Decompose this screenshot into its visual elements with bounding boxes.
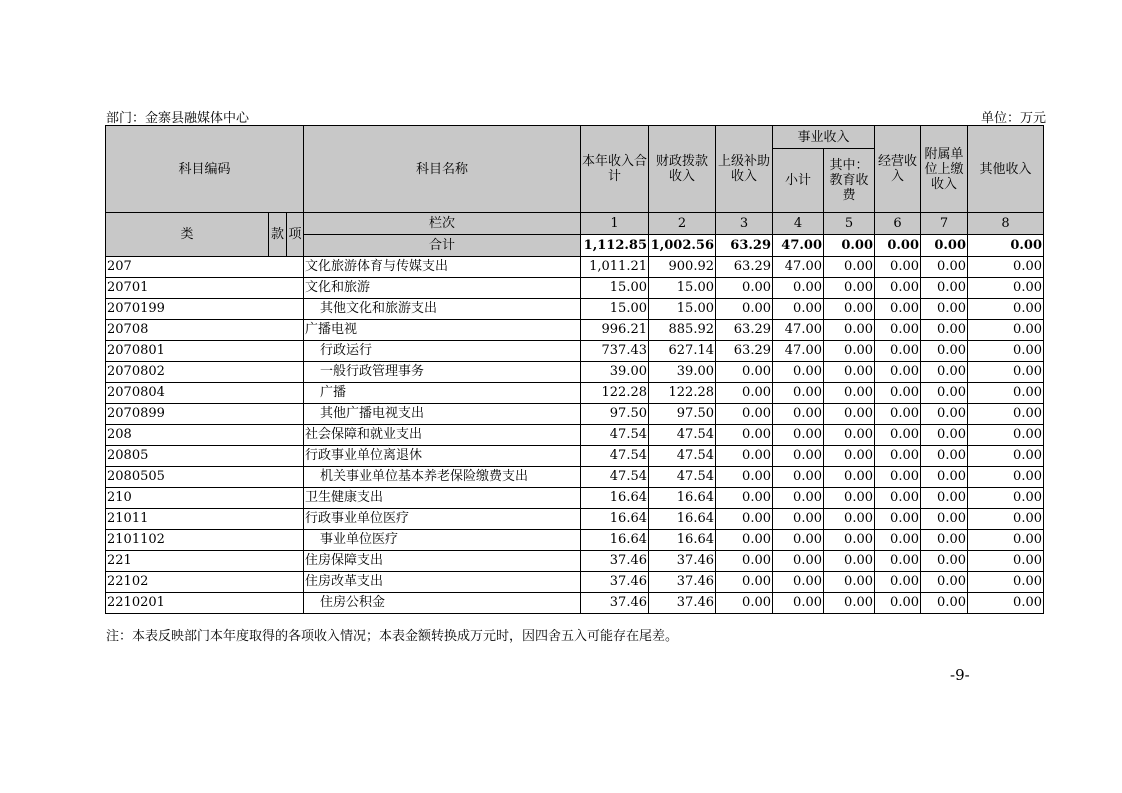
- row-value: 0.00: [824, 383, 875, 404]
- row-name: 住房保障支出: [304, 551, 581, 572]
- row-code: 207: [106, 257, 304, 278]
- row-value: 0.00: [921, 446, 968, 467]
- table-row: [106, 362, 1044, 383]
- header-xiang: 项: [287, 213, 304, 257]
- row-value: 47.00: [773, 341, 824, 362]
- row-value: 37.46: [581, 551, 649, 572]
- unit-label: 单位：万元: [980, 111, 1046, 126]
- total-value: 1,002.56: [649, 235, 716, 257]
- row-value: 0.00: [875, 341, 921, 362]
- row-code: 2070199: [106, 299, 304, 320]
- row-value: 0.00: [824, 341, 875, 362]
- row-value: 47.54: [581, 425, 649, 446]
- header-subtotal: 小计: [773, 149, 824, 213]
- row-value: 0.00: [968, 404, 1044, 425]
- table-row: [106, 593, 1044, 614]
- row-value: 0.00: [875, 530, 921, 551]
- row-value: 0.00: [921, 299, 968, 320]
- header-operating: 经营收入: [875, 126, 921, 213]
- row-value: 0.00: [968, 341, 1044, 362]
- row-name: 一般行政管理事务: [304, 362, 581, 383]
- total-value: 1,112.85: [581, 235, 649, 257]
- row-value: 0.00: [773, 572, 824, 593]
- row-value: 0.00: [921, 404, 968, 425]
- header-other: 其他收入: [968, 126, 1044, 213]
- row-value: 0.00: [921, 362, 968, 383]
- row-code: 2101102: [106, 530, 304, 551]
- row-name: 广播: [304, 383, 581, 404]
- row-value: 0.00: [773, 467, 824, 488]
- row-value: 0.00: [875, 467, 921, 488]
- income-table: [105, 125, 1044, 614]
- row-value: 0.00: [773, 299, 824, 320]
- table-body: [106, 257, 1044, 614]
- row-value: 0.00: [716, 467, 773, 488]
- row-value: 0.00: [824, 320, 875, 341]
- row-value: 0.00: [875, 299, 921, 320]
- row-value: 0.00: [824, 257, 875, 278]
- row-name: 机关事业单位基本养老保险缴费支出: [304, 467, 581, 488]
- row-value: 37.46: [581, 572, 649, 593]
- row-value: 0.00: [773, 446, 824, 467]
- row-value: 0.00: [875, 425, 921, 446]
- row-value: 0.00: [875, 488, 921, 509]
- row-code: 2070802: [106, 362, 304, 383]
- row-code: 22102: [106, 572, 304, 593]
- header-upper: 上级补助收入: [716, 126, 773, 213]
- row-name: 行政运行: [304, 341, 581, 362]
- row-value: 0.00: [773, 425, 824, 446]
- row-value: 0.00: [921, 488, 968, 509]
- col-number-5: 5: [824, 213, 875, 235]
- row-value: 0.00: [921, 425, 968, 446]
- row-value: 0.00: [875, 446, 921, 467]
- row-value: 0.00: [921, 551, 968, 572]
- row-value: 0.00: [773, 488, 824, 509]
- row-value: 0.00: [875, 509, 921, 530]
- row-code: 2070804: [106, 383, 304, 404]
- row-code: 2070899: [106, 404, 304, 425]
- row-name: 广播电视: [304, 320, 581, 341]
- row-value: 16.64: [649, 509, 716, 530]
- row-value: 0.00: [716, 404, 773, 425]
- row-name: 住房改革支出: [304, 572, 581, 593]
- row-name: 文化旅游体育与传媒支出: [304, 257, 581, 278]
- row-value: 0.00: [824, 404, 875, 425]
- row-value: 15.00: [649, 299, 716, 320]
- row-value: 0.00: [968, 299, 1044, 320]
- row-value: 0.00: [968, 530, 1044, 551]
- header-lanci: 栏次: [304, 213, 581, 235]
- row-value: 885.92: [649, 320, 716, 341]
- row-value: 15.00: [581, 278, 649, 299]
- col-number-2: 2: [649, 213, 716, 235]
- header-edu: 其中：教育收费: [824, 149, 875, 213]
- row-value: 0.00: [773, 383, 824, 404]
- row-value: 0.00: [921, 467, 968, 488]
- row-value: 0.00: [921, 341, 968, 362]
- row-value: 16.64: [581, 530, 649, 551]
- row-value: 0.00: [968, 509, 1044, 530]
- table-row: [106, 488, 1044, 509]
- row-value: 0.00: [824, 572, 875, 593]
- row-code: 2210201: [106, 593, 304, 614]
- row-value: 0.00: [773, 509, 824, 530]
- row-value: 0.00: [875, 551, 921, 572]
- header-lei: 类: [106, 213, 269, 257]
- row-value: 900.92: [649, 257, 716, 278]
- row-value: 0.00: [824, 467, 875, 488]
- row-value: 0.00: [968, 572, 1044, 593]
- table-row: [106, 530, 1044, 551]
- row-value: 0.00: [875, 257, 921, 278]
- header-kuan: 款: [269, 213, 287, 257]
- row-name: 行政事业单位医疗: [304, 509, 581, 530]
- row-value: 0.00: [716, 446, 773, 467]
- row-code: 20701: [106, 278, 304, 299]
- row-value: 0.00: [921, 278, 968, 299]
- table-row: [106, 341, 1044, 362]
- row-value: 47.54: [649, 425, 716, 446]
- table-row: [106, 446, 1044, 467]
- row-value: 47.54: [649, 446, 716, 467]
- total-value: 0.00: [824, 235, 875, 257]
- table-row: [106, 509, 1044, 530]
- row-value: 47.00: [773, 257, 824, 278]
- row-value: 0.00: [716, 551, 773, 572]
- row-value: 0.00: [968, 383, 1044, 404]
- row-value: 0.00: [968, 467, 1044, 488]
- col-number-4: 4: [773, 213, 824, 235]
- table-row: [106, 551, 1044, 572]
- row-value: 0.00: [875, 572, 921, 593]
- total-value: 0.00: [968, 235, 1044, 257]
- row-code: 2080505: [106, 467, 304, 488]
- row-value: 0.00: [968, 362, 1044, 383]
- row-value: 16.64: [581, 488, 649, 509]
- row-value: 0.00: [824, 425, 875, 446]
- row-value: 16.64: [649, 530, 716, 551]
- row-value: 0.00: [773, 404, 824, 425]
- row-name: 其他广播电视支出: [304, 404, 581, 425]
- row-value: 0.00: [716, 362, 773, 383]
- col-number-6: 6: [875, 213, 921, 235]
- row-value: 37.46: [581, 593, 649, 614]
- table-row: [106, 320, 1044, 341]
- row-value: 0.00: [824, 509, 875, 530]
- table-row: [106, 278, 1044, 299]
- row-code: 221: [106, 551, 304, 572]
- department-label: 部门：金寨县融媒体中心: [106, 111, 250, 126]
- row-value: 0.00: [824, 488, 875, 509]
- row-value: 996.21: [581, 320, 649, 341]
- row-value: 0.00: [968, 446, 1044, 467]
- row-value: 63.29: [716, 341, 773, 362]
- row-value: 122.28: [649, 383, 716, 404]
- row-value: 122.28: [581, 383, 649, 404]
- row-value: 0.00: [824, 551, 875, 572]
- row-value: 0.00: [875, 404, 921, 425]
- row-value: 0.00: [875, 362, 921, 383]
- row-value: 16.64: [581, 509, 649, 530]
- row-code: 208: [106, 425, 304, 446]
- row-value: 0.00: [968, 257, 1044, 278]
- row-name: 住房公积金: [304, 593, 581, 614]
- table-row: [106, 404, 1044, 425]
- header-fiscal: 财政拨款收入: [649, 126, 716, 213]
- row-value: 0.00: [921, 383, 968, 404]
- row-value: 0.00: [716, 299, 773, 320]
- table-row: [106, 257, 1044, 278]
- row-value: 0.00: [921, 572, 968, 593]
- row-value: 47.00: [773, 320, 824, 341]
- row-value: 0.00: [921, 530, 968, 551]
- row-value: 0.00: [968, 278, 1044, 299]
- row-value: 16.64: [649, 488, 716, 509]
- row-value: 0.00: [716, 383, 773, 404]
- header-code: 科目编码: [106, 126, 304, 213]
- row-value: 0.00: [773, 362, 824, 383]
- row-value: 47.54: [581, 467, 649, 488]
- row-value: 0.00: [921, 509, 968, 530]
- table-row: [106, 572, 1044, 593]
- col-number-7: 7: [921, 213, 968, 235]
- row-value: 0.00: [773, 530, 824, 551]
- row-value: 47.54: [649, 467, 716, 488]
- row-value: 0.00: [824, 362, 875, 383]
- row-value: 0.00: [921, 257, 968, 278]
- row-code: 2070801: [106, 341, 304, 362]
- row-name: 其他文化和旅游支出: [304, 299, 581, 320]
- row-value: 627.14: [649, 341, 716, 362]
- total-label: 合计: [304, 235, 581, 257]
- total-value: 47.00: [773, 235, 824, 257]
- row-value: 0.00: [773, 593, 824, 614]
- row-value: 63.29: [716, 320, 773, 341]
- header-affiliated: 附属单位上缴收入: [921, 126, 968, 213]
- row-value: 0.00: [773, 551, 824, 572]
- total-value: 63.29: [716, 235, 773, 257]
- row-value: 0.00: [824, 278, 875, 299]
- row-value: 0.00: [824, 593, 875, 614]
- header-total: 本年收入合计: [581, 126, 649, 213]
- row-value: 97.50: [581, 404, 649, 425]
- total-value: 0.00: [875, 235, 921, 257]
- row-value: 0.00: [875, 320, 921, 341]
- col-number-1: 1: [581, 213, 649, 235]
- table-row: [106, 425, 1044, 446]
- row-value: 737.43: [581, 341, 649, 362]
- row-value: 15.00: [649, 278, 716, 299]
- row-name: 文化和旅游: [304, 278, 581, 299]
- row-value: 15.00: [581, 299, 649, 320]
- row-value: 0.00: [716, 488, 773, 509]
- table-row: [106, 299, 1044, 320]
- row-value: 39.00: [649, 362, 716, 383]
- row-value: 0.00: [716, 278, 773, 299]
- row-code: 210: [106, 488, 304, 509]
- row-value: 0.00: [968, 593, 1044, 614]
- col-number-3: 3: [716, 213, 773, 235]
- row-name: 行政事业单位离退休: [304, 446, 581, 467]
- row-value: 0.00: [824, 446, 875, 467]
- header-name: 科目名称: [304, 126, 581, 213]
- table-row: [106, 467, 1044, 488]
- table-note: 注：本表反映部门本年度取得的各项收入情况；本表金额转换成万元时，因四舍五入可能存在尾差。: [106, 629, 679, 644]
- row-value: 0.00: [716, 425, 773, 446]
- row-value: 47.54: [581, 446, 649, 467]
- row-value: 63.29: [716, 257, 773, 278]
- row-value: 37.46: [649, 593, 716, 614]
- row-value: 39.00: [581, 362, 649, 383]
- row-value: 0.00: [824, 530, 875, 551]
- row-value: 97.50: [649, 404, 716, 425]
- row-value: 0.00: [824, 299, 875, 320]
- row-value: 0.00: [875, 593, 921, 614]
- row-value: 0.00: [875, 278, 921, 299]
- row-value: 37.46: [649, 551, 716, 572]
- page-number: -9-: [950, 666, 970, 684]
- table-row: [106, 383, 1044, 404]
- row-name: 卫生健康支出: [304, 488, 581, 509]
- row-value: 0.00: [716, 530, 773, 551]
- row-value: 0.00: [968, 425, 1044, 446]
- row-code: 20805: [106, 446, 304, 467]
- row-value: 0.00: [921, 320, 968, 341]
- col-number-8: 8: [968, 213, 1044, 235]
- row-value: 1,011.21: [581, 257, 649, 278]
- row-value: 0.00: [968, 320, 1044, 341]
- row-code: 20708: [106, 320, 304, 341]
- row-value: 0.00: [716, 572, 773, 593]
- total-value: 0.00: [921, 235, 968, 257]
- row-value: 37.46: [649, 572, 716, 593]
- row-name: 社会保障和就业支出: [304, 425, 581, 446]
- row-value: 0.00: [773, 278, 824, 299]
- row-name: 事业单位医疗: [304, 530, 581, 551]
- row-value: 0.00: [875, 383, 921, 404]
- row-value: 0.00: [716, 509, 773, 530]
- row-value: 0.00: [921, 593, 968, 614]
- row-code: 21011: [106, 509, 304, 530]
- row-value: 0.00: [968, 488, 1044, 509]
- row-value: 0.00: [968, 551, 1044, 572]
- row-value: 0.00: [716, 593, 773, 614]
- header-business: 事业收入: [773, 126, 875, 149]
